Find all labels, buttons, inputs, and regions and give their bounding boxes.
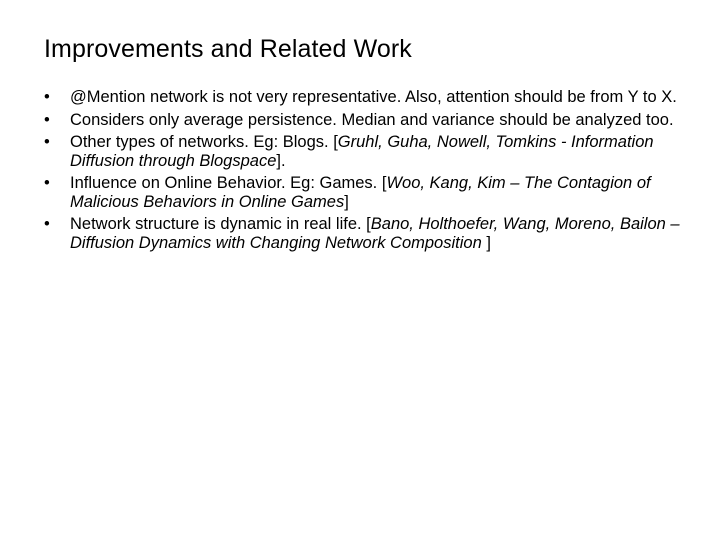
bullet-text: Considers only average persistence. Median and variance should be analyzed too. (70, 110, 674, 129)
bullet-glyph: • (44, 215, 50, 233)
bullet-item (44, 111, 684, 130)
bullet-item (44, 215, 684, 252)
slide-title: Improvements and Related Work (44, 35, 412, 63)
bullet-text-end: ]. (276, 151, 286, 170)
bullet-item (44, 133, 684, 170)
bullet-list (44, 88, 684, 256)
bullet-glyph: • (44, 174, 50, 192)
bullet-item (44, 88, 684, 107)
bullet-text-end: ] (481, 233, 491, 252)
bullet-item (44, 174, 684, 211)
bullet-text-end: ] (344, 192, 349, 211)
bullet-text: @Mention network is not very representative. Also, attention should be from Y to X. (70, 88, 677, 106)
bullet-text: Other types of networks. Eg: Blogs. [ (70, 133, 338, 151)
citation-reference: Bano, Holthoefer, Wang, Moreno, Bailon – Diffusion Dynamics with Changing Network Composition (70, 215, 680, 252)
citation-reference: Gruhl, Guha, Nowell, Tomkins - Information Diffusion through Blogspace (70, 133, 654, 170)
bullet-glyph: • (44, 88, 50, 106)
bullet-glyph: • (44, 133, 50, 151)
bullet-glyph: • (44, 110, 50, 129)
bullet-text: Network structure is dynamic in real life. [ (70, 215, 371, 233)
citation-reference: Woo, Kang, Kim – The Contagion of Malicious Behaviors in Online Games (70, 174, 651, 211)
bullet-text: Influence on Online Behavior. Eg: Games. [ (70, 174, 387, 192)
